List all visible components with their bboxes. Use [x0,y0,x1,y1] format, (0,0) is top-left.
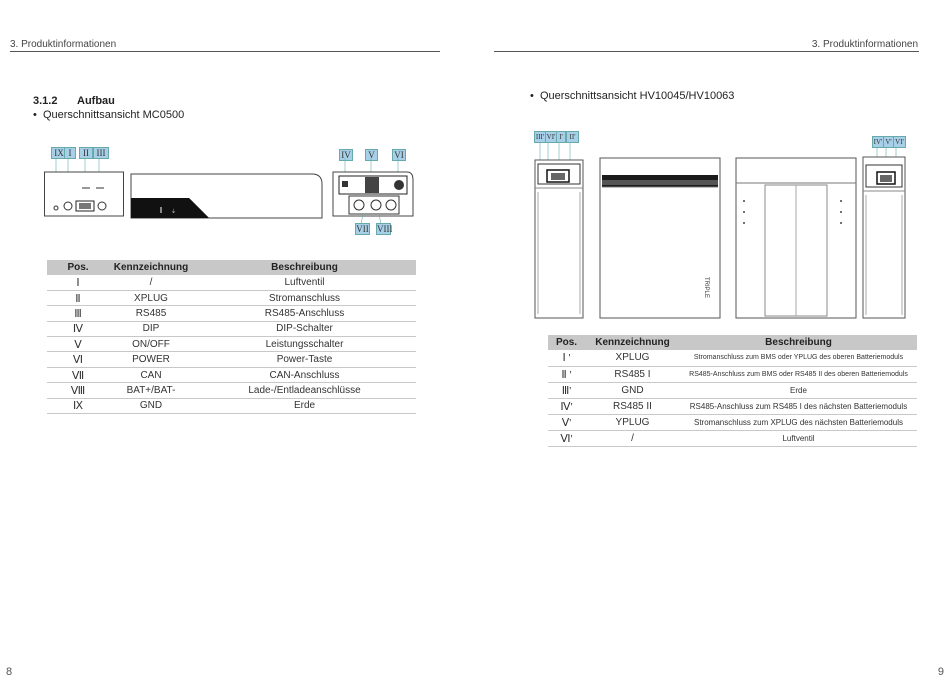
table-row [47,290,416,305]
callout-vi-prime: VI' [546,133,556,141]
table-row [548,382,917,398]
table-row [548,430,917,446]
cell-label: YPLUG [585,414,680,430]
right-bullet [530,90,734,102]
cell-description: Power-Taste [193,352,416,367]
cell-description: CAN-Anschluss [193,367,416,382]
right-bullet-text: Querschnittsansicht HV10045/HV10063 [539,90,735,102]
callout-vi-prime-right: VI' [893,136,906,148]
callout-ix: IX [51,147,67,159]
table-row [47,275,416,290]
cell-description: RS485-Anschluss zum BMS oder RS485 II des oberen Batteriemoduls [680,366,917,382]
cell-pos: Ⅶ [47,367,109,382]
cell-pos: Ⅰ [47,275,109,290]
cell-label: ON/OFF [109,337,193,352]
callout-iv: IV [339,149,353,161]
cell-label: / [109,275,193,290]
cell-pos: Ⅵ [47,352,109,367]
cell-pos: Ⅴ [47,337,109,352]
cell-description: RS485-Anschluss [193,306,416,321]
cell-label: XPLUG [109,290,193,305]
table-row [47,321,416,336]
cell-description: Luftventil [193,275,416,290]
callout-ii: II [79,147,93,159]
cell-pos: Ⅳ [47,321,109,336]
cell-pos: Ⅲ' [548,382,585,398]
table-row [47,367,416,382]
header-beschreibung: Beschreibung [193,260,416,275]
right-page-header: 3. Produktinformationen [811,39,918,50]
table-header-row [548,335,917,350]
right-parts-table [548,335,917,447]
cell-label: GND [109,398,193,413]
table-row [548,350,917,366]
left-page-number: 8 [6,666,13,678]
header-kennzeichnung: Kennzeichnung [109,260,193,275]
cell-description: DIP-Schalter [193,321,416,336]
callout-iii-prime: III' [535,133,545,141]
section-title: Aufbau [77,95,115,107]
callout-iii: III [93,147,109,159]
right-header-rule [494,51,919,52]
left-bullet [33,109,184,121]
callout-i-prime: I' [556,131,566,143]
cell-description: Erde [193,398,416,413]
hv-front-view-drawing [599,157,721,320]
cell-pos: Ⅰ ' [548,350,585,366]
cell-label: BAT+/BAT- [109,383,193,398]
cell-description: Erde [680,382,917,398]
cell-pos: Ⅸ [47,398,109,413]
left-header-rule [10,51,440,52]
bullet-dot: • [530,90,540,102]
callout-vi: VI [392,149,406,161]
cell-label: / [585,430,680,446]
header-pos: Pos. [548,335,585,350]
cell-description: Stromanschluss [193,290,416,305]
cell-description: Lade-/Entladeanschlüsse [193,383,416,398]
svg-text:⏚: ⏚ [171,209,177,215]
table-row [47,383,416,398]
cell-label: GND [585,382,680,398]
cell-description: Luftventil [680,430,917,446]
callout-v: V [365,149,378,161]
table-row [47,398,416,413]
cell-label: DIP [109,321,193,336]
table-row [47,352,416,367]
cell-label: POWER [109,352,193,367]
left-page-header: 3. Produktinformationen [10,39,117,50]
mc0500-front-view-drawing [129,170,324,220]
cell-label: XPLUG [585,350,680,366]
hv-side-view-right-drawing [860,147,908,320]
callout-iv-prime: IV' [873,138,883,146]
header-beschreibung: Beschreibung [680,335,917,350]
cell-description: RS485-Anschluss zum RS485 I des nächsten Batteriemoduls [680,398,917,414]
table-row [548,398,917,414]
table-row [47,337,416,352]
table-row [47,306,416,321]
callout-vii: VII [356,224,369,234]
callout-ii-prime: II' [566,131,579,143]
cell-pos: Ⅴ' [548,414,585,430]
hv-rear-view-drawing [735,157,857,320]
right-page-number: 9 [937,666,944,678]
cell-pos: Ⅳ' [548,398,585,414]
cell-label: RS485 [109,306,193,321]
cell-description: Stromanschluss zum BMS oder YPLUG des oberen Batteriemoduls [680,350,917,366]
mc0500-back-view-drawing [331,158,417,228]
left-parts-table [47,260,416,414]
mc0500-side-view-drawing [44,158,124,220]
cell-description: Stromanschluss zum XPLUG des nächsten Batteriemoduls [680,414,917,430]
callout-viii: VIII [377,224,393,234]
cell-pos: Ⅱ ' [548,366,585,382]
cell-label: CAN [109,367,193,382]
cell-description: Leistungsschalter [193,337,416,352]
hv-side-view-left-drawing [534,142,584,320]
cell-pos: Ⅲ [47,306,109,321]
section-number: 3.1.2 [33,95,58,107]
cell-pos: Ⅵ' [548,430,585,446]
cell-pos: Ⅱ [47,290,109,305]
cell-pos: Ⅷ [47,383,109,398]
table-header-row [47,260,416,275]
header-pos: Pos. [47,260,109,275]
callout-v-prime: V' [883,136,894,148]
header-kennzeichnung: Kennzeichnung [585,335,680,350]
table-row [548,414,917,430]
left-bullet-text: Querschnittsansicht MC0500 [42,109,185,121]
bullet-dot: • [33,109,43,121]
cell-label: RS485 II [585,398,680,414]
cell-label: RS485 I [585,366,680,382]
svg-text:TRIPLE: TRIPLE [703,277,709,299]
callout-i: I [64,147,76,159]
table-row [548,366,917,382]
